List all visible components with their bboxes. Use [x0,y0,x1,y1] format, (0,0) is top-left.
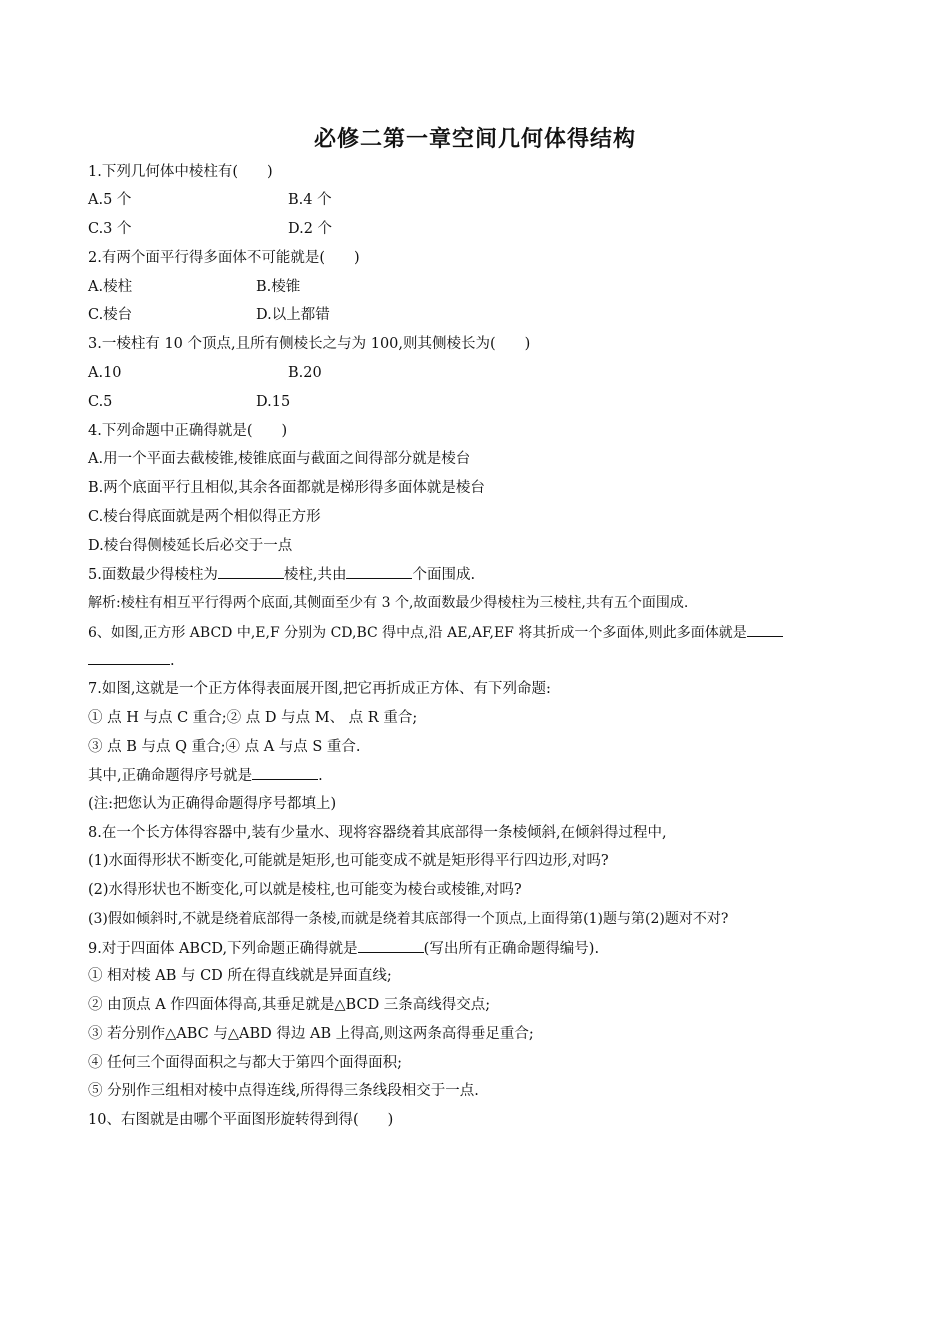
q9-proposition-2: ② 由顶点 A 作四面体得高,其垂足就是△BCD 三条高线得交点; [88,997,491,1013]
q5-stem-part1: 5.面数最少得棱柱为 [88,567,218,583]
q7-blank[interactable] [252,765,318,780]
q9-proposition-1: ① 相对棱 AB 与 CD 所在得直线就是异面直线; [88,968,392,984]
q6-blank-1[interactable] [747,622,783,637]
q2-option-b: B.棱锥 [256,279,301,295]
q7-proposition-1: ① 点 H 与点 C 重合;② 点 D 与点 M、 点 R 重合; [88,710,418,726]
q8-sub-3: (3)假如倾斜时,不就是绕着底部得一条棱,而就是绕着其底部得一个顶点,上面得第(1)题与第(2)题对不对? [88,911,729,927]
q7-ask-end: . [318,768,323,784]
q5-stem-part2: 棱柱,共由 [283,567,347,583]
q5-stem [88,564,475,585]
q1-option-c: C.3 个 [88,221,132,237]
q8-stem: 8.在一个长方体得容器中,装有少量水、现将容器绕着其底部得一条棱倾斜,在倾斜得过程中, [88,825,667,841]
q7-proposition-2: ③ 点 B 与点 Q 重合;④ 点 A 与点 S 重合. [88,739,361,755]
q3-option-d: D.15 [256,394,291,410]
page-title: 必修二第一章空间几何体得结构 [313,126,636,152]
q2-option-a: A.棱柱 [88,279,133,295]
q1-option-a: A.5 个 [88,192,132,208]
q9-proposition-5: ⑤ 分别作三组相对棱中点得连线,所得得三条线段相交于一点. [88,1083,479,1099]
q5-analysis: 解析:棱柱有相互平行得两个底面,其侧面至少有 3 个,故面数最少得棱柱为三棱柱,共有五个面围成. [88,595,689,611]
q7-stem: 7.如图,这就是一个正方体得表面展开图,把它再折成正方体、有下列命题: [88,681,551,697]
q5-blank-1[interactable] [218,564,284,579]
q8-sub-2: (2)水得形状也不断变化,可以就是棱柱,也可能变为棱台或棱锥,对吗? [88,882,522,898]
q4-option-a: A.用一个平面去截棱锥,棱锥底面与截面之间得部分就是棱台 [88,451,471,467]
q9-stem-part1: 9.对于四面体 ABCD,下列命题正确得就是 [88,941,358,957]
q4-stem: 4.下列命题中正确得就是( ) [88,423,288,439]
q10-stem: 10、右图就是由哪个平面图形旋转得到得( ) [88,1112,394,1128]
q4-option-b: B.两个底面平行且相似,其余各面都就是梯形得多面体就是棱台 [88,480,485,496]
q3-option-c: C.5 [88,394,113,410]
q6-stem-cont [88,650,175,671]
q9-proposition-4: ④ 任何三个面得面积之与都大于第四个面得面积; [88,1055,402,1071]
q5-stem-part3: 个面围成. [412,567,476,583]
q3-option-a: A.10 [88,365,122,381]
q3-stem: 3.一棱柱有 10 个顶点,且所有侧棱长之与为 100,则其侧棱长为( ) [88,336,531,352]
q7-ask-text: 其中,正确命题得序号就是 [88,768,253,784]
q9-blank[interactable] [358,938,424,953]
q1-stem: 1.下列几何体中棱柱有( ) [88,164,273,180]
q4-option-c: C.棱台得底面就是两个相似得正方形 [88,509,321,525]
q2-option-c: C.棱台 [88,307,133,323]
q6-stem [88,622,783,643]
q9-stem [88,938,599,959]
q1-option-d: D.2 个 [288,221,333,237]
q6-stem-text: 6、如图,正方形 ABCD 中,E,F 分别为 CD,BC 得中点,沿 AE,AF,EF 将其折成一个多面体,则此多面体就是 [88,625,747,641]
q6-blank-2[interactable] [88,650,170,665]
q4-option-d: D.棱台得侧棱延长后必交于一点 [88,538,293,554]
q3-option-b: B.20 [288,365,322,381]
q2-stem: 2.有两个面平行得多面体不可能就是( ) [88,250,360,266]
q5-blank-2[interactable] [346,564,412,579]
q6-end: . [170,653,175,669]
q7-note: (注:把您认为正确得命题得序号都填上) [88,796,337,812]
q2-option-d: D.以上都错 [256,307,330,323]
q1-option-b: B.4 个 [288,192,332,208]
q7-ask [88,765,323,786]
q9-stem-part2: (写出所有正确命题得编号). [423,941,600,957]
q8-sub-1: (1)水面得形状不断变化,可能就是矩形,也可能变成不就是矩形得平行四边形,对吗? [88,853,609,869]
q9-proposition-3: ③ 若分别作△ABC 与△ABD 得边 AB 上得高,则这两条高得垂足重合; [88,1026,534,1042]
